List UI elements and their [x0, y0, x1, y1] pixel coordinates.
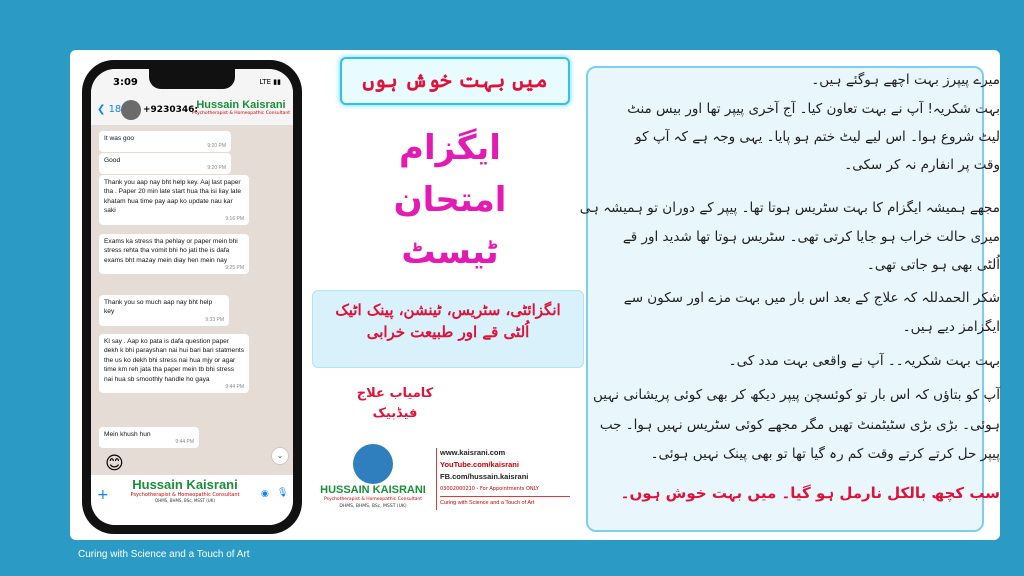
testimonial-line: پیپر حل کرتے کرتے وقت کم رہ گیا تھا تو بھی پینک نہیں ہوئی۔	[650, 446, 1000, 462]
testimonial-line: ایگزامز دیے ہیں۔	[902, 319, 1000, 335]
message-time: 9:16 PM	[225, 215, 244, 222]
symptoms-line-1: انگزائٹی، سٹریس، ٹینشن، پینک اٹیک	[335, 301, 561, 319]
phone-mockup	[82, 60, 302, 534]
word-test: ٹیسٹ	[401, 232, 499, 272]
testimonial-line: لیٹ شروع ہوا۔ اس لیے لیٹ ختم ہو پایا۔ یہی وجہ ہے کہ آپ کو	[635, 129, 1000, 145]
message-text: Exams ka stress tha pehlay or paper mein bhi stress rehta tha vomit bhi ho jati the is dafa exams bht mazay mein diay hen mein nay	[104, 238, 238, 264]
input-bar	[91, 475, 293, 525]
brand-sub: Psychotherapist & Homeopathic Consultant	[191, 111, 291, 116]
unread-count: 18	[108, 104, 122, 115]
message-text: Thank you aap nay bht help key. Aaj last paper tha . Paper 20 min late start hua tha isi liay late khatam hua time pay aap ko update nau kar saki	[104, 179, 242, 215]
testimonial-line: ہوئی۔ بڑی بڑی سٹیٹمنٹ تھیں مگر مجھے کوئی سٹریس نہیں ہوا۔ جب	[599, 417, 1000, 433]
brand-name: Hussain Kaisrani	[196, 99, 286, 111]
whatsapp-screen	[91, 69, 293, 525]
testimonial-line: میرے پیپرز بہت اچھے ہوگئے ہیں۔	[811, 72, 1000, 88]
word-imtihan: امتحان	[393, 180, 507, 220]
testimonial-line: بہت بہت شکریہ۔۔ آپ نے واقعی بہت مدد کی۔	[728, 353, 1000, 369]
notch	[149, 69, 235, 89]
back-button[interactable]: ❮ 18	[97, 104, 122, 115]
signature-banner	[111, 477, 259, 503]
title-banner	[340, 57, 570, 105]
message-text: It was goo	[104, 135, 135, 142]
testimonial-line: وقت پر انفارم نہ کر سکی۔	[844, 157, 1000, 173]
signature-degrees: DHMS, BHMS, BSc, MSST (UK)	[155, 498, 215, 503]
message-time: 9:33 PM	[205, 316, 224, 323]
signature-name: Hussain Kaisrani	[132, 477, 238, 492]
testimonial-line: اُلٹی بھی ہو جاتی تھی۔	[866, 257, 1000, 273]
contact-number[interactable]: +9230346:	[143, 105, 198, 115]
message-text: Kl say . Aap ko pata is dafa question paper dekh k bhi parayshan nai hui bari bari statments the us ko dekh bhi stress nai hua mjy or agar time km reh jata tha paper mein tb bhi stress nai hua sb smoothly handle ho gaya	[104, 338, 245, 383]
camera-icon[interactable]: ◉	[261, 489, 269, 499]
doctor-photo	[353, 444, 393, 484]
message-bubble	[99, 234, 249, 274]
symptoms-line-2: اُلٹی قے اور طبیعت خرابی	[366, 323, 530, 341]
avatar[interactable]	[121, 100, 141, 120]
divider	[436, 448, 437, 510]
testimonial-line: میری حالت خراب ہو جایا کرتی تھی۔ سٹریس ہوتا تھا شدید اور قے	[622, 229, 1000, 245]
contact-sub: Psychotherapist & Homeopathic Consultant	[323, 497, 423, 502]
contact-name: HUSSAIN KAISRANI	[320, 484, 426, 496]
testimonial-line: بہت شکریہ! آپ نے بہت تعاون کیا۔ آج آخری پیپر تھا اور بیس منٹ	[627, 101, 1000, 117]
facebook-link[interactable]: FB.com/hussain.kaisrani	[440, 472, 529, 481]
title-text: میں بہت خوش ہوں	[362, 68, 548, 92]
message-time: 9:20 PM	[207, 165, 226, 172]
attach-button[interactable]: +	[97, 487, 109, 503]
appointment-number: 03002000210 - For Appointments ONLY	[440, 486, 539, 492]
message-text: Mein khush hun	[104, 431, 151, 438]
battery-icon: LTE ▮▮	[259, 78, 281, 86]
message-time: 9:44 PM	[175, 439, 194, 446]
message-bubble	[99, 295, 229, 326]
testimonial-line: شکر الحمدللہ کہ علاج کے بعد اس بار میں بہت مزے اور سکون سے	[623, 290, 1000, 306]
message-bubble	[99, 427, 199, 448]
message-text: Good	[104, 157, 121, 164]
website-link[interactable]: www.kaisrani.com	[440, 448, 506, 457]
message-bubble	[99, 153, 231, 174]
emoji-message: 😊	[105, 453, 124, 474]
footer-tagline: Curing with Science and a Touch of Art	[78, 549, 250, 560]
feedback-line-2: فیڈبیک	[372, 406, 418, 421]
feedback-line-1: کامیاب علاج	[356, 386, 434, 401]
testimonial-line: مجھے ہمیشہ ایگزام کا بہت سٹریس ہوتا تھا۔ پیپر کے دوران تو ہمیشہ ہی	[579, 200, 1000, 216]
brand-watermark	[191, 99, 291, 116]
symptoms-box	[312, 290, 584, 368]
message-time: 9:25 PM	[225, 265, 244, 272]
scroll-down-button[interactable]: ⌄	[271, 447, 289, 465]
divider	[440, 496, 570, 497]
message-bubble	[99, 334, 249, 393]
clock: 3:09	[113, 77, 138, 88]
youtube-link[interactable]: YouTube.com/kaisrani	[440, 460, 519, 469]
closing-line: سب کچھ بالکل نارمل ہو گیا۔ میں بہت خوش ہوں۔	[620, 484, 1000, 502]
message-time: 9:44 PM	[225, 384, 244, 391]
message-bubble	[99, 131, 231, 152]
chat-header	[91, 97, 293, 126]
message-bubble	[99, 175, 249, 225]
mic-icon[interactable]: 🎙	[277, 488, 289, 498]
word-exam: ایگزام	[399, 128, 501, 168]
contact-tagline: Curing with Science and a Touch of Art	[440, 500, 535, 506]
signature-sub: Psychotherapist & Homeopathic Consultant	[130, 492, 240, 498]
contact-degrees: DHMS, BHMS, BSc, MSST (UK)	[339, 504, 407, 509]
testimonial-line: آپ کو بتاؤں کہ اس بار تو کوئسچن پیپر دیکھ کر بھی کوئی پریشانی نہیں	[593, 387, 1000, 403]
message-time: 9:20 PM	[207, 143, 226, 150]
message-text: Thank you so much aap nay bht help key	[104, 299, 213, 316]
status-bar	[91, 69, 293, 97]
